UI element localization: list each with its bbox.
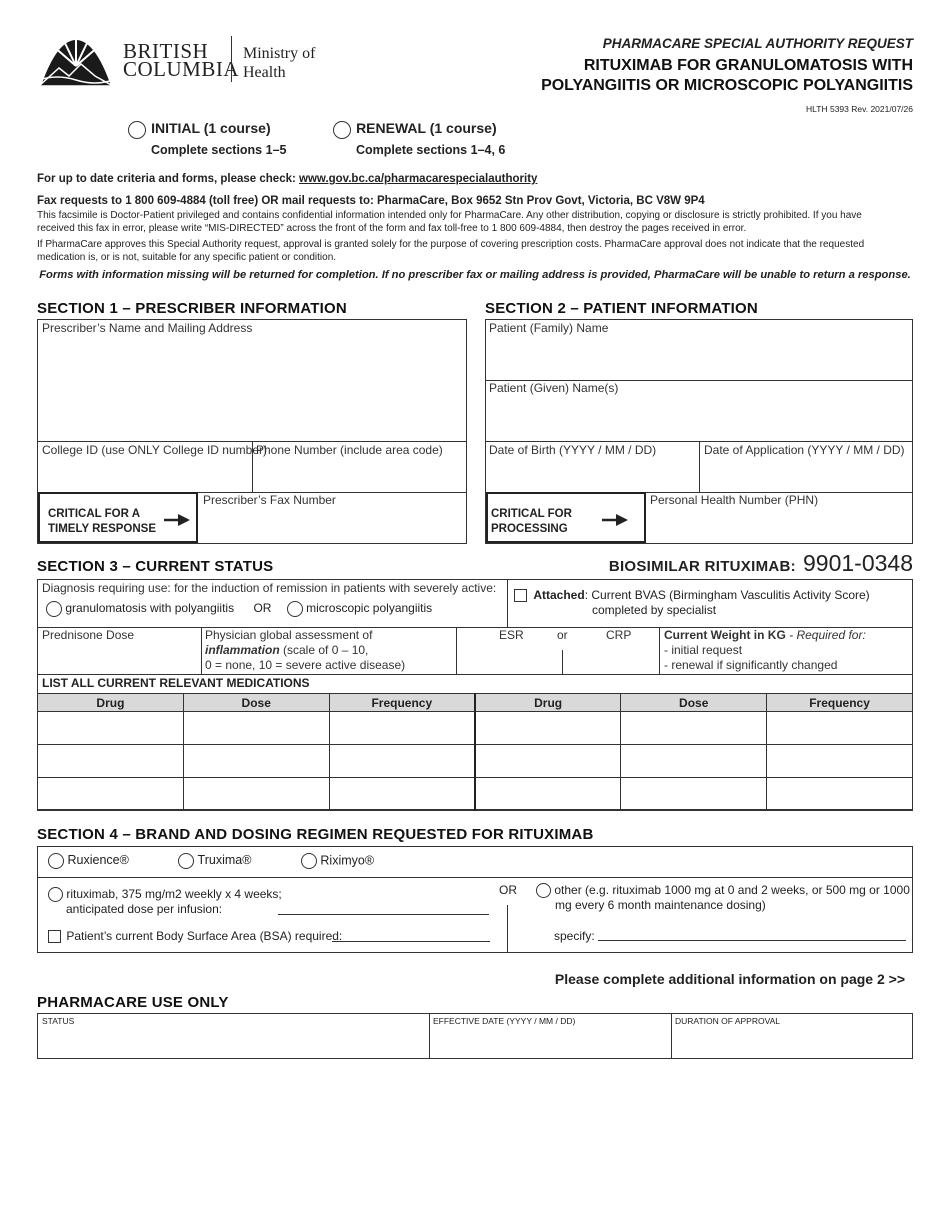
med-cell[interactable] bbox=[329, 745, 475, 778]
prednisone-label: Prednisone Dose bbox=[42, 628, 135, 642]
standard-dose-option bbox=[48, 887, 282, 917]
status-label: STATUS bbox=[42, 1016, 75, 1026]
critical-processing-line-1: CRITICAL FOR bbox=[491, 508, 572, 520]
college-id-label: College ID (use ONLY College ID number) bbox=[42, 443, 267, 457]
bsa-option bbox=[48, 929, 342, 943]
med-cell[interactable] bbox=[38, 778, 184, 811]
bvas-attached bbox=[514, 588, 870, 618]
initial-note: Complete sections 1–5 bbox=[151, 143, 287, 158]
logo-line-1: BRITISH bbox=[123, 39, 209, 63]
other-line-1: other (e.g. rituximab 1000 mg at 0 and 2 weeks, or 500 mg or 1000 bbox=[554, 883, 910, 897]
fax-number-label: Prescriber’s Fax Number bbox=[203, 493, 336, 507]
med-cell[interactable] bbox=[183, 745, 329, 778]
table-row bbox=[38, 712, 913, 745]
section4-box bbox=[37, 846, 913, 953]
given-name-label: Patient (Given) Name(s) bbox=[489, 381, 619, 395]
diagnosis-options bbox=[46, 601, 432, 617]
renewal-label: RENEWAL (1 course) bbox=[356, 120, 497, 136]
other-line-2: mg every 6 month maintenance dosing) bbox=[555, 898, 766, 913]
col-frequency-2: Frequency bbox=[767, 694, 913, 712]
meds-heading: LIST ALL CURRENT RELEVANT MEDICATIONS bbox=[42, 676, 310, 690]
continue-note: Please complete additional information on page 2 >> bbox=[554, 971, 905, 987]
family-name-label: Patient (Family) Name bbox=[489, 321, 609, 335]
privacy-line-1: This facsimile is Doctor-Patient privileged and contains confidential information intended only for PharmaCare. Any other distribution, copying or disclosure is strictly prohibited. If you have bbox=[37, 210, 862, 221]
fax-line: Fax requests to 1 800 609-4884 (toll free) OR mail requests to: PharmaCare, Box 9652 Stn Prov Govt, Victoria, BC V8W 9P4 bbox=[37, 195, 705, 207]
dose-line-1: rituximab, 375 mg/m2 weekly x 4 weeks; bbox=[66, 887, 282, 901]
renewal-note: Complete sections 1–4, 6 bbox=[356, 143, 506, 158]
privacy-notice bbox=[37, 209, 917, 235]
riximyo-radio[interactable] bbox=[301, 853, 317, 869]
critical-line-1: CRITICAL FOR A bbox=[48, 508, 140, 520]
dob-field[interactable] bbox=[486, 458, 698, 491]
esr-or: or bbox=[557, 628, 568, 642]
missing-info-warning: Forms with information missing will be returned for completion. If no prescriber fax or mailing address is provided, PharmaCare will be unable to return a response. bbox=[39, 269, 911, 281]
diagnosis-or: OR bbox=[253, 601, 272, 616]
med-cell[interactable] bbox=[621, 712, 767, 745]
bsa-label: Patient’s current Body Surface Area (BSA) required: bbox=[66, 929, 343, 943]
section1-title: SECTION 1 – PRESCRIBER INFORMATION bbox=[37, 300, 347, 317]
bsa-field[interactable] bbox=[332, 941, 490, 942]
med-cell[interactable] bbox=[38, 712, 184, 745]
arrow-right-icon bbox=[602, 514, 628, 526]
phone-field[interactable] bbox=[253, 458, 466, 491]
section3-title: SECTION 3 – CURRENT STATUS bbox=[37, 558, 274, 575]
crp-field[interactable] bbox=[564, 644, 658, 673]
section3-box bbox=[37, 579, 913, 810]
criteria-line bbox=[37, 173, 537, 185]
renewal-option[interactable] bbox=[333, 120, 505, 157]
med-cell[interactable] bbox=[183, 712, 329, 745]
pga-line-3: 0 = none, 10 = severe active disease) bbox=[205, 658, 406, 672]
riximyo-label: Riximyo® bbox=[320, 853, 375, 868]
family-name-field[interactable] bbox=[486, 336, 912, 379]
pharmacare-use-title: PHARMACARE USE ONLY bbox=[37, 994, 229, 1011]
form-number: HLTH 5393 Rev. 2021/07/26 bbox=[806, 104, 913, 114]
med-cell[interactable] bbox=[767, 778, 913, 811]
col-frequency-1: Frequency bbox=[329, 694, 475, 712]
esr-field[interactable] bbox=[458, 644, 561, 673]
med-cell[interactable] bbox=[621, 778, 767, 811]
weight-required: - Required for: bbox=[785, 628, 866, 642]
med-cell[interactable] bbox=[767, 745, 913, 778]
table-row bbox=[38, 745, 913, 778]
weight-note-2: - renewal if significantly changed bbox=[664, 658, 838, 672]
gpa-radio[interactable] bbox=[46, 601, 62, 617]
given-name-field[interactable] bbox=[486, 396, 912, 440]
med-cell[interactable] bbox=[475, 712, 621, 745]
section4-title: SECTION 4 – BRAND AND DOSING REGIMEN REQUESTED FOR RITUXIMAB bbox=[37, 826, 594, 843]
approval-line-1: If PharmaCare approves this Special Authority request, approval is granted solely for the purpose of covering prescription costs. PharmaCare approval does not indicate that the requested bbox=[37, 239, 865, 250]
prescriber-name-address-field[interactable] bbox=[38, 336, 466, 440]
prednisone-field[interactable] bbox=[38, 644, 200, 673]
col-dose-2: Dose bbox=[621, 694, 767, 712]
dose-line-2: anticipated dose per infusion: bbox=[66, 902, 223, 917]
col-dose-1: Dose bbox=[183, 694, 329, 712]
duration-label: DURATION OF APPROVAL bbox=[675, 1016, 781, 1026]
college-id-field[interactable] bbox=[38, 458, 252, 491]
weight-bold: Current Weight in KG bbox=[664, 628, 786, 642]
med-cell[interactable] bbox=[329, 778, 475, 811]
diagnosis-label: Diagnosis requiring use: for the induction of remission in patients with severely active: bbox=[42, 581, 497, 595]
critical-processing-box bbox=[486, 492, 646, 543]
effective-date-label: EFFECTIVE DATE (YYYY / MM / DD) bbox=[433, 1016, 576, 1026]
crp-label: CRP bbox=[606, 628, 632, 642]
section1-box bbox=[37, 319, 467, 544]
other-dose-option bbox=[536, 883, 910, 913]
approval-line-2: medication is, or is not, suitable for any specific patient or condition. bbox=[37, 252, 337, 263]
med-cell[interactable] bbox=[767, 712, 913, 745]
pga-label bbox=[205, 628, 405, 673]
criteria-link[interactable]: www.gov.bc.ca/pharmacarespecialauthority bbox=[299, 173, 538, 185]
bc-logo bbox=[37, 36, 337, 90]
section2-title: SECTION 2 – PATIENT INFORMATION bbox=[485, 300, 758, 317]
specify-field[interactable] bbox=[598, 940, 906, 941]
critical-processing-line-2: PROCESSING bbox=[491, 523, 568, 535]
criteria-prefix: For up to date criteria and forms, please check: bbox=[37, 173, 300, 185]
initial-radio[interactable] bbox=[128, 121, 146, 139]
initial-label: INITIAL (1 course) bbox=[151, 120, 271, 136]
biosimilar-label: BIOSIMILAR RITUXIMAB: bbox=[608, 558, 796, 575]
form-title-line-1: RITUXIMAB FOR GRANULOMATOSIS WITH bbox=[583, 57, 913, 74]
weight-label bbox=[664, 628, 866, 673]
brand-options bbox=[48, 853, 374, 869]
approval-notice bbox=[37, 238, 917, 264]
pga-bold: inflammation bbox=[205, 643, 280, 657]
section4-or: OR bbox=[499, 883, 517, 897]
medications-table bbox=[37, 693, 913, 811]
fax-number-field[interactable] bbox=[199, 508, 466, 543]
pga-line-1: Physician global assessment of bbox=[205, 628, 373, 642]
med-cell[interactable] bbox=[183, 778, 329, 811]
med-cell[interactable] bbox=[475, 745, 621, 778]
ruxience-label: Ruxience® bbox=[67, 853, 129, 868]
renewal-radio[interactable] bbox=[333, 121, 351, 139]
attached-bold: Attached bbox=[533, 588, 585, 602]
sun-mountain-logo-icon bbox=[37, 36, 115, 88]
med-cell[interactable] bbox=[475, 778, 621, 811]
initial-option[interactable] bbox=[128, 120, 286, 157]
biosimilar-label-group bbox=[609, 550, 913, 577]
esr-label: ESR bbox=[499, 628, 524, 642]
section2-box bbox=[485, 319, 913, 544]
truxima-radio[interactable] bbox=[178, 853, 194, 869]
biosimilar-code: 9901-0348 bbox=[803, 550, 913, 576]
med-cell[interactable] bbox=[38, 745, 184, 778]
mpa-label: microscopic polyangiitis bbox=[306, 601, 433, 616]
pga-line-2: (scale of 0 – 10, bbox=[279, 643, 369, 657]
doa-label: Date of Application (YYYY / MM / DD) bbox=[704, 443, 905, 457]
pharmacare-use-box bbox=[37, 1013, 913, 1059]
privacy-line-2: received this fax in error, please write “MIS-DIRECTED” across the front of the form and fax toll-free to 1 800 609-4884, then destroy the pages received in error. bbox=[37, 223, 747, 234]
med-cell[interactable] bbox=[621, 745, 767, 778]
table-row bbox=[38, 778, 913, 811]
phn-field[interactable] bbox=[647, 508, 912, 543]
logo-line-2: COLUMBIA bbox=[123, 57, 240, 81]
phn-label: Personal Health Number (PHN) bbox=[650, 493, 819, 507]
critical-line-2: TIMELY RESPONSE bbox=[48, 523, 157, 535]
col-drug-1: Drug bbox=[38, 694, 184, 712]
col-drug-2: Drug bbox=[475, 694, 621, 712]
critical-response-box bbox=[38, 492, 198, 543]
med-cell[interactable] bbox=[329, 712, 475, 745]
ministry-line-2: Health bbox=[243, 64, 286, 81]
doa-field[interactable] bbox=[700, 458, 912, 491]
truxima-label: Truxima® bbox=[197, 853, 252, 868]
form-title bbox=[541, 56, 913, 96]
medications-header-row bbox=[38, 694, 913, 712]
weight-note-1: - initial request bbox=[664, 643, 743, 657]
phone-label: Phone Number (include area code) bbox=[256, 443, 443, 457]
arrow-right-icon bbox=[164, 514, 190, 526]
bsa-checkbox[interactable] bbox=[48, 930, 61, 943]
prescriber-name-address-label: Prescriber’s Name and Mailing Address bbox=[42, 321, 253, 335]
other-dose-radio[interactable] bbox=[536, 883, 551, 898]
gpa-label: granulomatosis with polyangiitis bbox=[65, 601, 235, 616]
bvas-checkbox[interactable] bbox=[514, 589, 527, 602]
mpa-radio[interactable] bbox=[287, 601, 303, 617]
form-type: PHARMACARE SPECIAL AUTHORITY REQUEST bbox=[602, 36, 913, 51]
ruxience-radio[interactable] bbox=[48, 853, 64, 869]
attached-line-2: completed by specialist bbox=[592, 603, 717, 617]
attached-text: : Current BVAS (Birmingham Vasculitis Activity Score) bbox=[584, 588, 870, 602]
standard-dose-radio[interactable] bbox=[48, 887, 63, 902]
anticipated-dose-field[interactable] bbox=[278, 914, 489, 915]
ministry-line-1: Ministry of bbox=[243, 45, 316, 62]
form-title-line-2: POLYANGIITIS OR MICROSCOPIC POLYANGIITIS bbox=[541, 77, 913, 94]
specify-label: specify: bbox=[554, 929, 595, 943]
dob-label: Date of Birth (YYYY / MM / DD) bbox=[489, 443, 657, 457]
